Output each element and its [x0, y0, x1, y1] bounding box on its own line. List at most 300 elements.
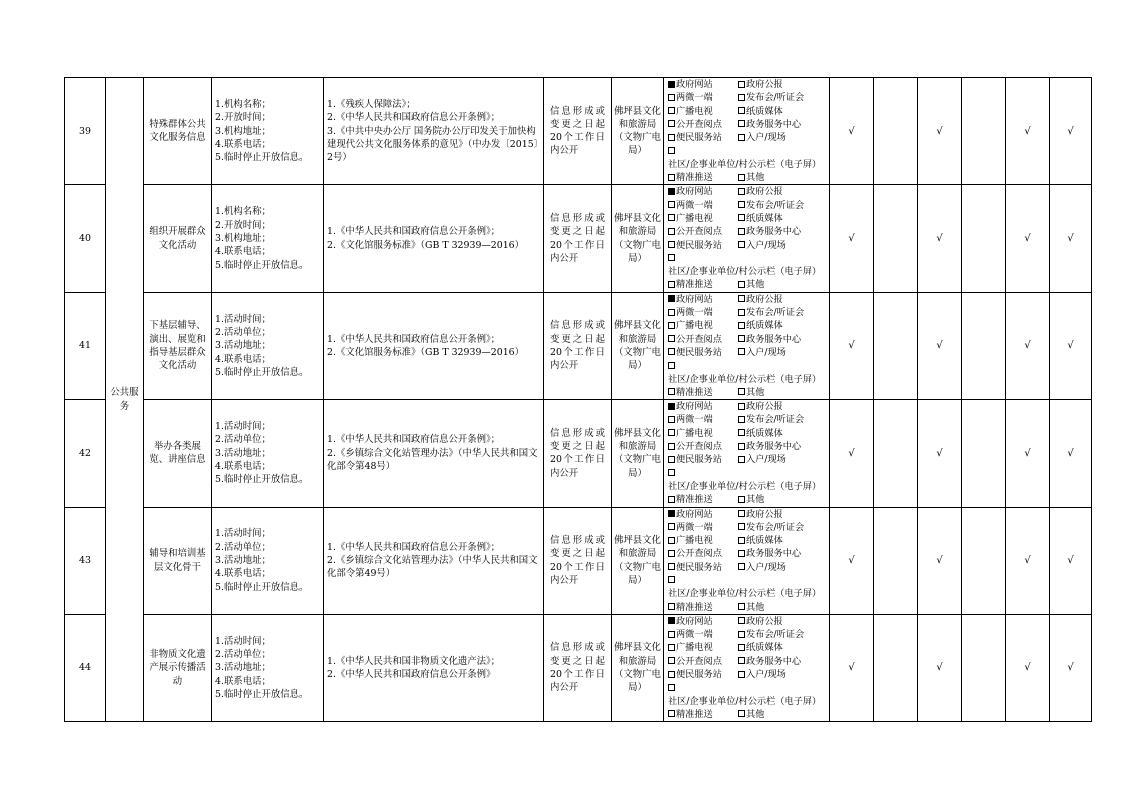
unchecked-box-icon [668, 335, 675, 342]
channel-line [668, 534, 828, 547]
time-limit-cell [544, 507, 612, 614]
content-line: 3.活动地址； [215, 340, 271, 352]
check-cell [962, 292, 1006, 399]
content-cell [212, 185, 324, 292]
channel-line [668, 453, 828, 466]
check-mark-icon: √ [936, 125, 943, 137]
unchecked-box-icon [738, 107, 745, 114]
channel-label: 政府公报 [746, 615, 783, 627]
unchecked-box-icon [668, 348, 675, 355]
channel-label: 政府公报 [746, 186, 783, 198]
unchecked-box-icon [738, 388, 745, 395]
content-line: 3.活动地址； [215, 555, 271, 567]
checked-box-icon [668, 188, 675, 195]
basis-line: 2.《文化馆服务标准》（GB T 32939—2016） [327, 346, 525, 358]
check-cell [1006, 400, 1050, 507]
channel-label: 发布会/听证会 [746, 307, 805, 319]
channel-line [668, 278, 828, 291]
content-cell [212, 292, 324, 399]
unchecked-box-icon [668, 94, 675, 101]
check-cell [830, 614, 874, 721]
time-limit-cell [544, 185, 612, 292]
channel-label: 纸质媒体 [746, 105, 783, 117]
channel-label: 发布会/听证会 [746, 629, 805, 641]
check-mark-icon: √ [848, 232, 855, 244]
channel-option [668, 400, 738, 413]
unchecked-box-icon [738, 295, 745, 302]
channel-option [738, 239, 786, 252]
channel-line [668, 413, 828, 426]
unchecked-box-icon [668, 537, 675, 544]
basis-line: 2.《中华人民共和国政府信息公开条例》； [327, 112, 501, 124]
unchecked-box-icon [668, 429, 675, 436]
unchecked-box-icon [738, 510, 745, 517]
department: 佛坪县文化和旅游局（文物广电局） [614, 105, 661, 157]
table-row [65, 78, 1092, 185]
check-cell [1006, 507, 1050, 614]
content-line: 5.临时停止开放信息。 [215, 474, 309, 486]
channel-option [668, 708, 738, 721]
basis-line: 1.《中华人民共和国非物质文化遗产法》； [327, 655, 501, 667]
channel-option [668, 508, 738, 521]
channel-line [668, 561, 828, 574]
basis-line: 1.《中华人民共和国政府信息公开条例》； [327, 333, 501, 345]
channel-label: 发布会/听证会 [746, 199, 805, 211]
content-cell [212, 78, 324, 185]
channel-option [668, 427, 738, 440]
channel-option [738, 493, 764, 506]
channel-option [738, 655, 801, 668]
basis-cell [324, 614, 544, 721]
channel-option [738, 212, 783, 225]
check-mark-icon: √ [1067, 125, 1074, 137]
department-cell [612, 78, 664, 185]
check-mark-icon: √ [1067, 662, 1074, 674]
content-line: 3.机构地址； [215, 125, 271, 137]
channel-label: 便民服务站 [676, 561, 722, 573]
unchecked-box-icon [738, 456, 745, 463]
check-cell [830, 400, 874, 507]
channel-option [738, 105, 783, 118]
channel-option [738, 346, 786, 359]
channel-label: 广播电视 [676, 535, 713, 547]
check-mark-icon: √ [936, 232, 943, 244]
channel-option [668, 574, 828, 601]
row-number: 44 [79, 662, 91, 674]
unchecked-box-icon [668, 443, 675, 450]
unchecked-box-icon [738, 403, 745, 410]
unchecked-box-icon [738, 563, 745, 570]
table-row [65, 507, 1092, 614]
channel-label: 社区/企事业单位/村公示栏（电子屏） [668, 695, 822, 707]
channel-label: 两微一端 [676, 414, 713, 426]
channel-line [668, 467, 828, 494]
channel-label: 发布会/听证会 [746, 92, 805, 104]
channel-option [668, 91, 738, 104]
content-line: 3.机构地址； [215, 232, 271, 244]
channel-option [668, 561, 738, 574]
basis-line: 2.《乡镇综合文化站管理办法》（中华人民共和国文化部令第49号） [327, 555, 538, 580]
channel-label: 便民服务站 [676, 346, 722, 358]
check-cell [1006, 185, 1050, 292]
channel-option [738, 427, 783, 440]
channel-option [738, 534, 783, 547]
unchecked-box-icon [668, 322, 675, 329]
channel-label: 入户/现场 [746, 561, 786, 573]
check-cell [918, 400, 962, 507]
checked-box-icon [668, 510, 675, 517]
content-line: 5.临时停止开放信息。 [215, 581, 309, 593]
unchecked-box-icon [738, 644, 745, 651]
channel-label: 两微一端 [676, 629, 713, 641]
content-line: 1.活动时间； [215, 421, 271, 433]
item-cell [144, 292, 212, 399]
channel-option [668, 278, 738, 291]
channel-option [668, 534, 738, 547]
channel-label: 社区/企事业单位/村公示栏（电子屏） [668, 158, 822, 170]
unchecked-box-icon [738, 671, 745, 678]
row-number-cell [65, 78, 106, 185]
unchecked-box-icon [668, 147, 675, 154]
basis-line: 2.《乡镇综合文化站管理办法》（中华人民共和国文化部令第48号） [327, 447, 538, 472]
content-line: 5.临时停止开放信息。 [215, 689, 309, 700]
check-mark-icon: √ [1024, 232, 1031, 244]
channel-label: 政府公报 [746, 293, 783, 305]
channel-line [668, 386, 828, 399]
content-line: 2.活动单位； [215, 649, 271, 661]
channel-label: 公开查阅点 [676, 118, 722, 130]
check-cell [874, 292, 918, 399]
channel-option [738, 386, 764, 399]
item-name: 举办各类展览、讲座信息 [149, 441, 206, 466]
time-limit-cell [544, 614, 612, 721]
channel-option [738, 199, 804, 212]
content-line: 2.活动单位； [215, 541, 271, 553]
channel-option [668, 131, 738, 144]
channel-option [668, 601, 738, 614]
unchecked-box-icon [668, 710, 675, 717]
unchecked-box-icon [668, 496, 675, 503]
channel-label: 精准推送 [676, 601, 713, 613]
checked-box-icon [668, 295, 675, 302]
check-cell [962, 78, 1006, 185]
check-cell [1050, 614, 1092, 721]
unchecked-box-icon [738, 241, 745, 248]
content-line: 4.联系电话； [215, 460, 271, 472]
unchecked-box-icon [668, 214, 675, 221]
time-limit: 信息形成或变更之日起20个工作日内公开 [550, 427, 605, 479]
unchecked-box-icon [738, 348, 745, 355]
channel-option [668, 413, 738, 426]
department: 佛坪县文化和旅游局（文物广电局） [614, 320, 661, 372]
channel-label: 纸质媒体 [746, 212, 783, 224]
unchecked-box-icon [668, 309, 675, 316]
row-number-cell [65, 292, 106, 399]
content-line: 1.活动时间； [215, 528, 271, 540]
unchecked-box-icon [738, 174, 745, 181]
channel-option [668, 171, 738, 184]
channel-label: 发布会/听证会 [746, 521, 805, 533]
channel-line [668, 118, 828, 131]
channel-option [738, 601, 764, 614]
item-cell [144, 400, 212, 507]
channel-label: 社区/企事业单位/村公示栏（电子屏） [668, 373, 822, 385]
channel-option [668, 615, 738, 628]
channel-option [668, 467, 828, 494]
channel-option [738, 225, 801, 238]
channel-option [738, 278, 764, 291]
channel-option [668, 547, 738, 560]
channel-line [668, 144, 828, 171]
check-cell [1006, 614, 1050, 721]
unchecked-box-icon [668, 523, 675, 530]
channel-label: 其他 [746, 386, 765, 398]
channel-label: 政府网站 [676, 79, 713, 90]
check-cell [918, 507, 962, 614]
basis-line: 1.《中华人民共和国政府信息公开条例》； [327, 434, 501, 446]
channel-option [668, 185, 738, 198]
check-cell [918, 292, 962, 399]
unchecked-box-icon [738, 631, 745, 638]
channels-cell [664, 507, 830, 614]
content-line: 4.联系电话； [215, 353, 271, 365]
channel-line [668, 171, 828, 184]
channel-option [738, 615, 783, 628]
channel-label: 精准推送 [676, 708, 713, 720]
channel-line [668, 708, 828, 721]
content-line: 4.联系电话； [215, 568, 271, 580]
check-cell [830, 78, 874, 185]
check-mark-icon: √ [936, 555, 943, 567]
channel-label: 广播电视 [676, 642, 713, 654]
channel-label: 政府公报 [746, 508, 783, 520]
channel-label: 政务服务中心 [746, 441, 802, 453]
channel-line [668, 427, 828, 440]
unchecked-box-icon [668, 657, 675, 664]
channel-label: 广播电视 [676, 212, 713, 224]
channel-option [668, 386, 738, 399]
checked-box-icon [668, 81, 675, 88]
unchecked-box-icon [738, 94, 745, 101]
basis-line: 2.《文化馆服务标准》（GB T 32939—2016） [327, 239, 525, 251]
check-cell [874, 78, 918, 185]
content-cell [212, 507, 324, 614]
unchecked-box-icon [668, 174, 675, 181]
unchecked-box-icon [738, 201, 745, 208]
content-line: 1.机构名称； [215, 206, 271, 218]
channel-option [668, 521, 738, 534]
item-cell [144, 78, 212, 185]
unchecked-box-icon [668, 228, 675, 235]
channel-label: 广播电视 [676, 320, 713, 332]
check-mark-icon: √ [1024, 555, 1031, 567]
unchecked-box-icon [668, 563, 675, 570]
channel-label: 其他 [746, 172, 765, 184]
channel-line [668, 91, 828, 104]
department-cell [612, 507, 664, 614]
channel-label: 纸质媒体 [746, 427, 783, 439]
unchecked-box-icon [668, 201, 675, 208]
time-limit-cell [544, 400, 612, 507]
check-cell [962, 614, 1006, 721]
channel-option [668, 359, 828, 386]
department-cell [612, 400, 664, 507]
channel-label: 政务服务中心 [746, 226, 802, 238]
channel-option [738, 293, 783, 306]
unchecked-box-icon [668, 631, 675, 638]
channel-option [738, 521, 804, 534]
content-line: 1.活动时间； [215, 635, 271, 647]
check-cell [1050, 78, 1092, 185]
channel-label: 政府网站 [676, 615, 713, 627]
item-name: 下基层辅导、演出、展览和指导基层群众文化活动 [149, 320, 206, 372]
item-name: 非物质文化遗产展示传播活动 [149, 649, 206, 687]
channel-option [738, 508, 783, 521]
channel-label: 两微一端 [676, 307, 713, 319]
check-cell [830, 292, 874, 399]
check-mark-icon: √ [1067, 232, 1074, 244]
check-mark-icon: √ [936, 662, 943, 674]
row-number-cell [65, 507, 106, 614]
channel-option [668, 681, 828, 708]
channel-label: 入户/现场 [746, 346, 786, 358]
item-name: 组织开展群众文化活动 [149, 226, 206, 251]
channel-line [668, 628, 828, 641]
channel-label: 政府网站 [676, 508, 713, 520]
channel-label: 发布会/听证会 [746, 414, 805, 426]
channel-line [668, 493, 828, 506]
channel-label: 其他 [746, 601, 765, 613]
row-number-cell [65, 614, 106, 721]
check-mark-icon: √ [1024, 447, 1031, 459]
time-limit-cell [544, 78, 612, 185]
department-cell [612, 614, 664, 721]
channel-option [738, 641, 783, 654]
channel-label: 公开查阅点 [676, 548, 722, 560]
table-row [65, 614, 1092, 721]
unchecked-box-icon [738, 281, 745, 288]
channel-label: 纸质媒体 [746, 320, 783, 332]
unchecked-box-icon [738, 416, 745, 423]
unchecked-box-icon [668, 603, 675, 610]
channel-option [738, 440, 801, 453]
channel-option [668, 453, 738, 466]
channel-label: 便民服务站 [676, 239, 722, 251]
basis-line: 2.《中华人民共和国政府信息公开条例》 [327, 669, 496, 681]
channel-label: 政府网站 [676, 293, 713, 305]
content-line: 5.临时停止开放信息。 [215, 259, 309, 271]
channel-option [738, 333, 801, 346]
channel-label: 便民服务站 [676, 454, 722, 466]
basis-cell [324, 185, 544, 292]
category-label: 公共服务 [110, 387, 139, 412]
channel-label: 广播电视 [676, 427, 713, 439]
unchecked-box-icon [738, 710, 745, 717]
channel-option [668, 105, 738, 118]
channel-option [668, 641, 738, 654]
channel-label: 其他 [746, 494, 765, 506]
channel-label: 精准推送 [676, 279, 713, 291]
check-cell [874, 507, 918, 614]
item-name: 辅导和培训基层文化骨干 [149, 548, 206, 573]
channel-label: 社区/企事业单位/村公示栏（电子屏） [668, 588, 822, 600]
channel-option [668, 493, 738, 506]
channel-option [738, 78, 783, 91]
check-mark-icon: √ [936, 340, 943, 352]
channel-label: 广播电视 [676, 105, 713, 117]
unchecked-box-icon [738, 523, 745, 530]
content-line: 2.活动单位； [215, 434, 271, 446]
content-line: 4.联系电话； [215, 246, 271, 258]
row-number: 40 [79, 232, 91, 244]
unchecked-box-icon [738, 322, 745, 329]
channel-option [668, 319, 738, 332]
table-body [65, 78, 1092, 722]
channel-label: 公开查阅点 [676, 226, 722, 238]
channel-option [738, 400, 783, 413]
unchecked-box-icon [668, 134, 675, 141]
check-mark-icon: √ [848, 662, 855, 674]
channel-line [668, 508, 828, 521]
time-limit-cell [544, 292, 612, 399]
channel-line [668, 615, 828, 628]
time-limit: 信息形成或变更之日起20个工作日内公开 [550, 320, 605, 372]
content-line: 4.联系电话； [215, 675, 271, 687]
channel-option [738, 453, 786, 466]
check-cell [874, 614, 918, 721]
channel-line [668, 185, 828, 198]
unchecked-box-icon [738, 188, 745, 195]
channel-label: 公开查阅点 [676, 655, 722, 667]
row-number: 42 [79, 447, 91, 459]
content-line: 2.活动单位； [215, 326, 271, 338]
channel-label: 入户/现场 [746, 454, 786, 466]
channel-option [738, 306, 804, 319]
time-limit: 信息形成或变更之日起20个工作日内公开 [550, 642, 605, 694]
channel-line [668, 306, 828, 319]
content-cell [212, 400, 324, 507]
channel-label: 政府网站 [676, 186, 713, 198]
basis-cell [324, 78, 544, 185]
row-number: 41 [79, 340, 91, 352]
basis-line: 1.《残疾人保障法》； [327, 98, 416, 110]
unchecked-box-icon [738, 81, 745, 88]
channel-label: 精准推送 [676, 386, 713, 398]
channel-option [738, 708, 764, 721]
channel-option [738, 668, 786, 681]
check-cell [1006, 292, 1050, 399]
channel-label: 精准推送 [676, 172, 713, 184]
channel-option [738, 131, 786, 144]
channel-line [668, 359, 828, 386]
basis-cell [324, 507, 544, 614]
channels-cell [664, 292, 830, 399]
channel-line [668, 668, 828, 681]
table-row [65, 292, 1092, 399]
department-cell [612, 185, 664, 292]
channel-option [668, 333, 738, 346]
channel-line [668, 225, 828, 238]
channel-line [668, 547, 828, 560]
item-cell [144, 507, 212, 614]
channel-option [668, 239, 738, 252]
unchecked-box-icon [738, 537, 745, 544]
channel-label: 政府公报 [746, 79, 783, 90]
unchecked-box-icon [738, 443, 745, 450]
category-cell [106, 78, 144, 722]
check-cell [962, 185, 1006, 292]
channel-line [668, 239, 828, 252]
